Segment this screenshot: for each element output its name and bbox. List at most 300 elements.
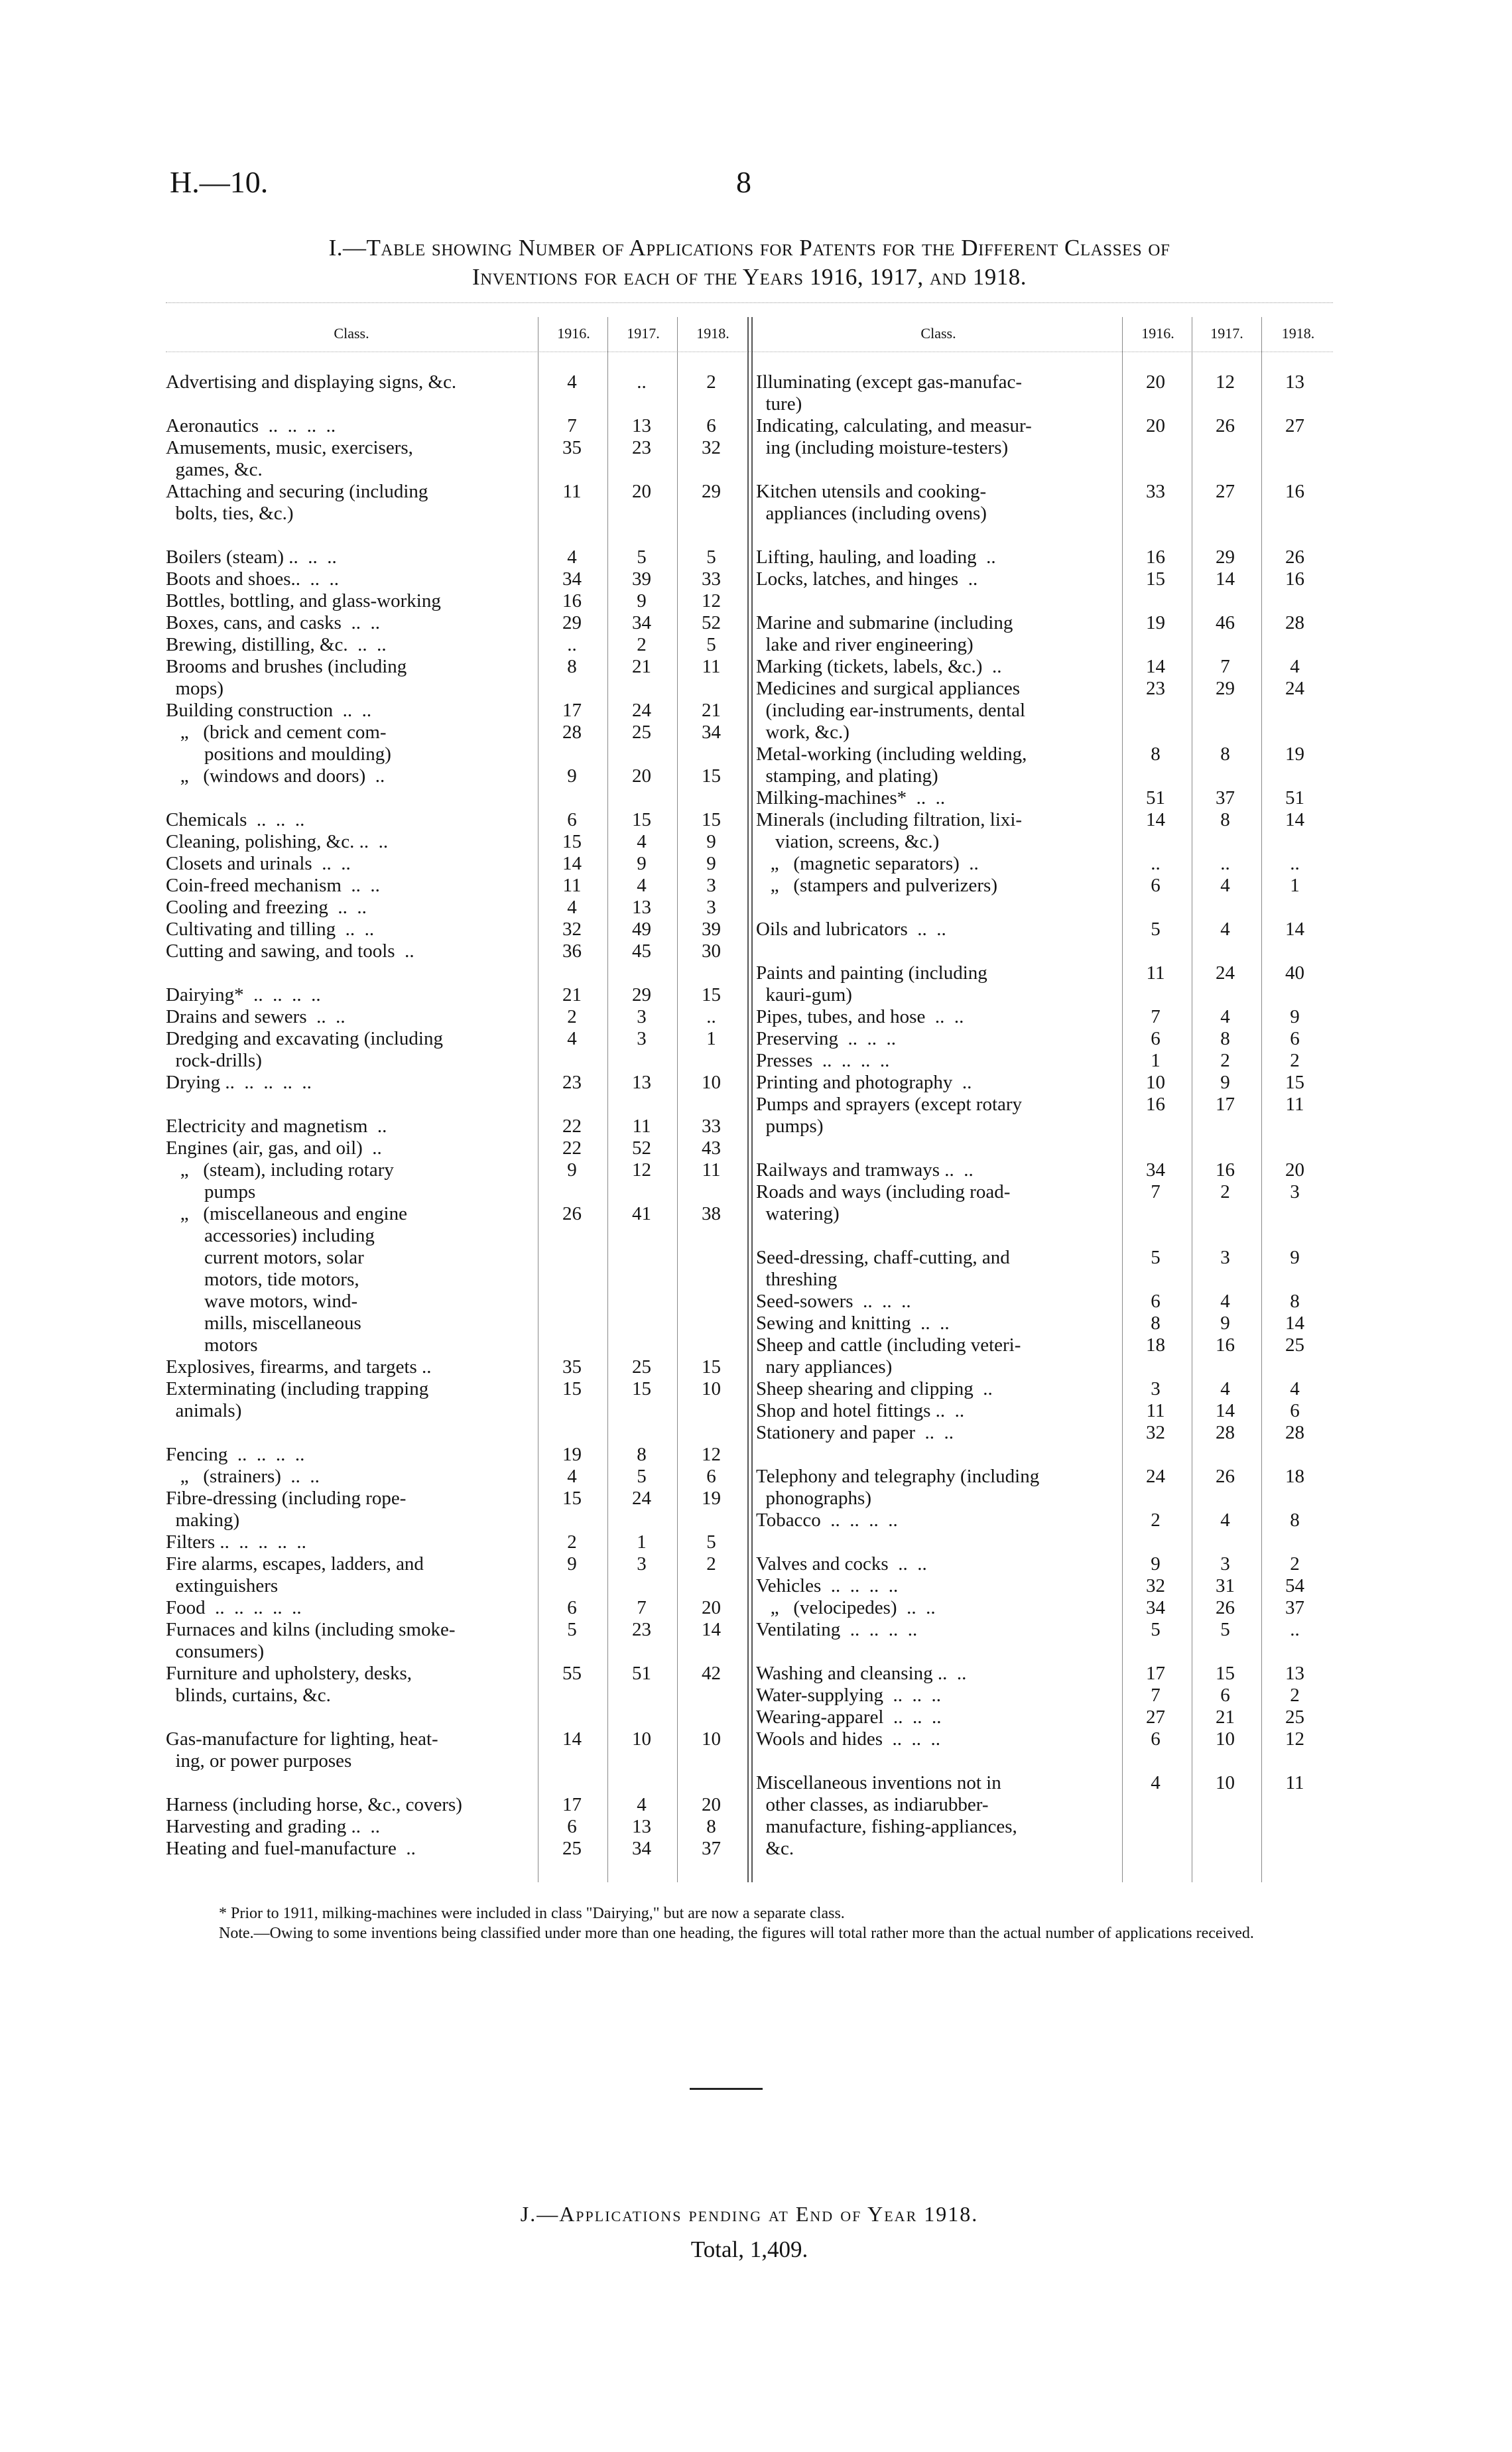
class-cell: work, &c.)	[756, 722, 850, 743]
value-1918: 1	[1290, 875, 1300, 896]
value-1917	[607, 525, 676, 547]
table-row	[756, 656, 1333, 678]
table-row	[756, 722, 1333, 743]
table-row	[756, 765, 1333, 787]
value-1917: ..	[637, 371, 647, 393]
value-1918: 29	[702, 481, 721, 502]
class-cell: Lifting, hauling, and loading ..	[756, 547, 996, 568]
table-row	[756, 1291, 1333, 1313]
class-cell: „ (steam), including rotary	[166, 1159, 394, 1181]
value-1918	[676, 1400, 746, 1422]
class-cell: Dairying* .. .. .. ..	[166, 984, 321, 1005]
class-cell: Presses .. .. .. ..	[756, 1050, 890, 1071]
value-1917	[607, 1750, 676, 1772]
value-1916: 7	[1151, 1181, 1161, 1202]
value-1916	[537, 1685, 607, 1707]
class-cell: Boilers (steam) .. .. ..	[166, 547, 337, 568]
value-1916	[1121, 897, 1190, 919]
value-1916: 21	[562, 984, 582, 1005]
value-1916: 6	[567, 1597, 577, 1618]
table-row	[756, 962, 1333, 984]
class-cell: Furnaces and kilns (including smoke-	[166, 1619, 456, 1640]
class-cell	[756, 525, 1121, 547]
value-1917: 3	[1220, 1553, 1230, 1575]
class-cell: Medicines and surgical appliances	[756, 678, 1021, 699]
value-1916: 8	[1151, 1313, 1161, 1334]
table-row	[756, 1707, 1333, 1728]
value-1917: 9	[1220, 1313, 1230, 1334]
value-1917: 46	[1216, 612, 1235, 633]
value-1916: 2	[567, 1006, 577, 1027]
value-1918	[1260, 1137, 1330, 1159]
table-row	[756, 1597, 1333, 1619]
class-cell: Fencing .. .. .. ..	[166, 1444, 305, 1465]
value-1916: 17	[562, 1794, 582, 1815]
value-1917: 4	[1220, 1291, 1230, 1312]
table-row	[166, 1400, 749, 1422]
value-1917: 13	[632, 897, 651, 918]
value-1917: 20	[632, 765, 651, 787]
value-1916: 6	[1151, 1728, 1161, 1750]
value-1916: 6	[567, 1816, 577, 1837]
value-1916: 32	[1146, 1575, 1165, 1596]
value-1917: 34	[632, 1838, 651, 1859]
value-1916: 14	[1146, 656, 1165, 677]
table-row	[756, 1313, 1333, 1334]
class-cell: lake and river engineering)	[756, 634, 974, 655]
value-1918: 16	[1285, 481, 1304, 502]
value-1918	[1260, 634, 1330, 656]
value-1916	[1121, 1203, 1190, 1225]
value-1918: 8	[1290, 1291, 1300, 1312]
class-cell: &c.	[756, 1838, 794, 1859]
note-classification: Note.—Owing to some inventions being classified under more than one heading, the figures will total rather more than the actual number of applications received.	[219, 1925, 1254, 1942]
value-1918	[1260, 437, 1330, 459]
value-1917	[1190, 1838, 1260, 1860]
table-row	[166, 1619, 749, 1641]
value-1916	[537, 1247, 607, 1269]
value-1918: 2	[1290, 1050, 1300, 1071]
value-1916: 8	[1151, 743, 1161, 765]
class-cell: Ventilating .. .. .. ..	[756, 1619, 918, 1640]
table-row	[166, 634, 749, 656]
value-1917	[607, 1641, 676, 1663]
value-1918	[1260, 1488, 1330, 1510]
value-1917	[607, 1225, 676, 1247]
value-1917	[1190, 940, 1260, 962]
table-row	[756, 1356, 1333, 1378]
value-1918: 11	[1285, 1772, 1304, 1793]
value-1918: 6	[706, 415, 716, 436]
table-row	[756, 547, 1333, 568]
value-1916: 27	[1146, 1707, 1165, 1728]
value-1916	[537, 1269, 607, 1291]
class-cell: Marine and submarine (including	[756, 612, 1013, 633]
value-1916	[1121, 1838, 1190, 1860]
class-cell: Cooling and freezing .. ..	[166, 897, 367, 918]
value-1916: 22	[562, 1116, 582, 1137]
table-row	[166, 1488, 749, 1510]
value-1916: 17	[562, 700, 582, 721]
value-1918: 2	[706, 1553, 716, 1575]
table-row	[756, 1400, 1333, 1422]
table-row	[756, 1181, 1333, 1203]
table-row	[756, 700, 1333, 722]
center-double-rule-b	[751, 317, 753, 1882]
section-j-heading: J.—Applications pending at End of Year 1918.	[520, 2202, 979, 2226]
class-cell: Pumps and sprayers (except rotary	[756, 1094, 1023, 1115]
value-1918: 15	[702, 809, 721, 830]
value-1918	[676, 743, 746, 765]
table-row	[756, 919, 1333, 940]
value-1918: 20	[1285, 1159, 1304, 1181]
value-1916	[1121, 437, 1190, 459]
class-cell	[756, 1750, 1121, 1772]
page-number: 8	[736, 165, 751, 199]
table-row	[166, 1116, 749, 1137]
table-row	[756, 1531, 1333, 1553]
value-1917: 2	[1220, 1181, 1230, 1202]
value-1918	[1260, 1444, 1330, 1466]
value-1916	[1121, 590, 1190, 612]
table-row	[166, 984, 749, 1006]
class-cell: Fibre-dressing (including rope-	[166, 1488, 407, 1509]
class-cell: Attaching and securing (including	[166, 481, 428, 502]
table-row	[166, 1159, 749, 1181]
value-1918	[1260, 1641, 1330, 1663]
value-1917	[1190, 1488, 1260, 1510]
value-1918	[1260, 1838, 1330, 1860]
table-row	[756, 1334, 1333, 1356]
table-row	[756, 1575, 1333, 1597]
value-1918: 8	[1290, 1510, 1300, 1531]
value-1918	[676, 962, 746, 984]
value-1916	[537, 1707, 607, 1728]
table-row	[756, 568, 1333, 590]
table-row	[166, 1356, 749, 1378]
value-1916: 9	[567, 765, 577, 787]
table-row	[166, 1291, 749, 1313]
value-1918	[1260, 765, 1330, 787]
value-1917: 7	[637, 1597, 647, 1618]
class-cell: Marking (tickets, labels, &c.) ..	[756, 656, 1002, 677]
value-1918	[1260, 940, 1330, 962]
table-row	[756, 1838, 1333, 1860]
class-cell: animals)	[166, 1400, 242, 1421]
class-cell: Wools and hides .. .. ..	[756, 1728, 940, 1750]
class-cell: ture)	[756, 393, 802, 415]
value-1918: 12	[702, 590, 721, 612]
class-cell: Sewing and knitting .. ..	[756, 1313, 950, 1334]
value-1918: 14	[1285, 809, 1304, 830]
value-1916	[1121, 1794, 1190, 1816]
value-1916: 4	[567, 547, 577, 568]
value-1917: 2	[637, 634, 647, 655]
value-1918	[676, 1094, 746, 1116]
value-1918: 3	[706, 897, 716, 918]
value-1916	[1121, 1137, 1190, 1159]
value-1917	[607, 1707, 676, 1728]
value-1917	[607, 1269, 676, 1291]
class-cell: Dredging and excavating (including	[166, 1028, 443, 1049]
value-1918: 54	[1285, 1575, 1304, 1596]
class-cell: manufacture, fishing-appliances,	[756, 1816, 1017, 1837]
value-1917: 3	[1220, 1247, 1230, 1268]
value-1918: 18	[1285, 1466, 1304, 1487]
table-row	[166, 1575, 749, 1597]
value-1918: 2	[706, 371, 716, 393]
value-1916: 11	[562, 875, 582, 896]
table-row	[756, 1028, 1333, 1050]
value-1917	[1190, 503, 1260, 525]
class-cell: Drains and sewers .. ..	[166, 1006, 346, 1027]
value-1916: 4	[567, 1028, 577, 1049]
value-1917: 24	[632, 700, 651, 721]
value-1918: 5	[706, 634, 716, 655]
table-row	[166, 393, 749, 415]
table-row	[166, 1072, 749, 1094]
value-1918	[676, 1334, 746, 1356]
table-row	[166, 722, 749, 743]
value-1918: 11	[702, 1159, 721, 1181]
table-row	[756, 1510, 1333, 1531]
value-1917: 51	[632, 1663, 651, 1684]
value-1916: 17	[1146, 1663, 1165, 1684]
table-row	[166, 437, 749, 459]
value-1916: 5	[1151, 1247, 1161, 1268]
class-cell: ing (including moisture-testers)	[756, 437, 1009, 458]
value-1918	[1260, 525, 1330, 547]
value-1916	[537, 1575, 607, 1597]
value-1918: 14	[702, 1619, 721, 1640]
value-1918: 15	[1285, 1072, 1304, 1093]
value-1918: 26	[1285, 547, 1304, 568]
table-row	[756, 1816, 1333, 1838]
value-1916: 15	[1146, 568, 1165, 590]
table-row	[166, 415, 749, 437]
value-1916	[1121, 940, 1190, 962]
value-1917	[1190, 590, 1260, 612]
table-title-line-1: I.—Table showing Number of Applications for Patents for the Different Classes of	[328, 235, 1170, 261]
value-1916: 16	[1146, 547, 1165, 568]
value-1916	[1121, 1225, 1190, 1247]
left-table-body	[166, 371, 749, 1860]
class-cell: making)	[166, 1510, 240, 1531]
class-cell: Amusements, music, exercisers,	[166, 437, 413, 458]
value-1918: 10	[702, 1728, 721, 1750]
value-1918	[676, 1247, 746, 1269]
table-row	[166, 875, 749, 897]
value-1918	[676, 1510, 746, 1531]
class-cell: Water-supplying .. .. ..	[756, 1685, 941, 1706]
class-cell: Indicating, calculating, and measur-	[756, 415, 1032, 436]
value-1917	[1190, 1794, 1260, 1816]
value-1918	[676, 1181, 746, 1203]
value-1917	[607, 1094, 676, 1116]
class-cell: Preserving .. .. ..	[756, 1028, 897, 1049]
value-1917: 12	[1216, 371, 1235, 393]
value-1918: 9	[706, 853, 716, 874]
value-1918: ..	[706, 1006, 716, 1027]
value-1916: 15	[562, 1488, 582, 1509]
value-1916: 35	[562, 437, 582, 458]
value-1916: 5	[567, 1619, 577, 1640]
value-1917: 15	[632, 1378, 651, 1399]
value-1917	[607, 393, 676, 415]
value-1917: 3	[637, 1028, 647, 1049]
class-cell: Wearing-apparel .. .. ..	[756, 1707, 942, 1728]
value-1917: 4	[1220, 1378, 1230, 1399]
table-row	[166, 1225, 749, 1247]
class-cell: bolts, ties, &c.)	[166, 503, 294, 524]
value-1917: 14	[1216, 1400, 1235, 1421]
value-1918	[676, 1750, 746, 1772]
value-1918: 9	[1290, 1006, 1300, 1027]
value-1918: 11	[1285, 1094, 1304, 1115]
class-cell: Boxes, cans, and casks .. ..	[166, 612, 380, 633]
value-1918: 6	[1290, 1400, 1300, 1421]
section-j-total: Total, 1,409.	[690, 2236, 808, 2262]
value-1917: 4	[637, 831, 647, 852]
table-row	[166, 1422, 749, 1444]
value-1917	[1190, 765, 1260, 787]
value-1918: 10	[702, 1378, 721, 1399]
class-cell: ing, or power purposes	[166, 1750, 352, 1772]
value-1916	[1121, 634, 1190, 656]
value-1917: 29	[1216, 547, 1235, 568]
class-cell	[166, 1422, 537, 1444]
value-1916: 8	[567, 656, 577, 677]
value-1918: 10	[702, 1072, 721, 1093]
value-1917: 13	[632, 1072, 651, 1093]
class-cell: threshing	[756, 1269, 838, 1290]
value-1918: 2	[1290, 1553, 1300, 1575]
value-1917	[607, 1247, 676, 1269]
table-row	[166, 940, 749, 962]
value-1917	[607, 1772, 676, 1794]
class-cell: Explosives, firearms, and targets ..	[166, 1356, 432, 1378]
value-1916: 34	[1146, 1159, 1165, 1181]
value-1917	[607, 743, 676, 765]
value-1918: 11	[702, 656, 721, 677]
table-row	[756, 1378, 1333, 1400]
value-1916: 6	[1151, 1291, 1161, 1312]
value-1917: 4	[637, 1794, 647, 1815]
value-1918: 42	[702, 1663, 721, 1684]
value-1917: 8	[637, 1444, 647, 1465]
value-1916: 16	[1146, 1094, 1165, 1115]
class-cell	[166, 393, 537, 415]
table-row	[166, 1772, 749, 1794]
table-row	[756, 1728, 1333, 1750]
value-1916: 34	[562, 568, 582, 590]
value-1916: 51	[1146, 787, 1165, 808]
value-1918: 21	[702, 700, 721, 721]
class-cell: Electricity and magnetism ..	[166, 1116, 387, 1137]
table-row	[756, 875, 1333, 897]
value-1918: 4	[1290, 656, 1300, 677]
class-cell: Shop and hotel fittings .. ..	[756, 1400, 965, 1421]
table-row	[166, 1247, 749, 1269]
class-cell: Closets and urinals .. ..	[166, 853, 351, 874]
class-cell: Engines (air, gas, and oil) ..	[166, 1137, 382, 1159]
right-header-1918: 1918.	[1281, 325, 1315, 342]
class-cell: Drying .. .. .. .. ..	[166, 1072, 312, 1093]
value-1916: 15	[562, 1378, 582, 1399]
value-1916	[537, 1181, 607, 1203]
value-1917: 4	[1220, 875, 1230, 896]
value-1918: 43	[702, 1137, 721, 1159]
value-1917: 9	[637, 853, 647, 874]
class-cell: phonographs)	[756, 1488, 871, 1509]
value-1917	[607, 1334, 676, 1356]
table-row	[166, 459, 749, 481]
value-1918: 24	[1285, 678, 1304, 699]
value-1918	[676, 1291, 746, 1313]
value-1916	[537, 1050, 607, 1072]
value-1917	[1190, 897, 1260, 919]
value-1916: 32	[562, 919, 582, 940]
class-cell: appliances (including ovens)	[756, 503, 987, 524]
table-row	[166, 1378, 749, 1400]
value-1917: 8	[1220, 1028, 1230, 1049]
value-1918	[676, 787, 746, 809]
class-cell: Advertising and displaying signs, &c.	[166, 371, 457, 393]
value-1916: 7	[1151, 1006, 1161, 1027]
class-cell	[166, 525, 537, 547]
value-1917: 9	[637, 590, 647, 612]
value-1916: 24	[1146, 1466, 1165, 1487]
value-1916	[1121, 1269, 1190, 1291]
class-cell	[756, 1137, 1121, 1159]
class-cell: Paints and painting (including	[756, 962, 987, 984]
table-row	[166, 962, 749, 984]
table-row	[166, 568, 749, 590]
class-cell: Metal-working (including welding,	[756, 743, 1027, 765]
table-row	[756, 1247, 1333, 1269]
value-1917: 10	[1216, 1772, 1235, 1793]
class-cell: Oils and lubricators .. ..	[756, 919, 946, 940]
value-1918	[676, 503, 746, 525]
table-row	[756, 1422, 1333, 1444]
value-1916: 9	[567, 1159, 577, 1181]
value-1916	[537, 678, 607, 700]
value-1917	[607, 503, 676, 525]
value-1917: 15	[632, 809, 651, 830]
value-1918	[1260, 1531, 1330, 1553]
class-cell: blinds, curtains, &c.	[166, 1685, 331, 1706]
value-1918: 51	[1285, 787, 1304, 808]
table-row	[166, 1334, 749, 1356]
value-1916: 34	[1146, 1597, 1165, 1618]
value-1918: 28	[1285, 612, 1304, 633]
value-1916: 4	[1151, 1772, 1161, 1793]
value-1917	[1190, 393, 1260, 415]
value-1918: 39	[702, 919, 721, 940]
table-row	[756, 1137, 1333, 1159]
value-1916	[1121, 1444, 1190, 1466]
class-cell: consumers)	[166, 1641, 265, 1662]
class-cell: „ (brick and cement com-	[166, 722, 387, 743]
value-1918	[676, 1772, 746, 1794]
class-cell: Roads and ways (including road-	[756, 1181, 1011, 1202]
value-1918: ..	[1290, 1619, 1300, 1640]
table-row	[166, 1006, 749, 1028]
value-1918: 9	[706, 831, 716, 852]
value-1916: 19	[1146, 612, 1165, 633]
value-1918	[1260, 1356, 1330, 1378]
value-1918	[1260, 831, 1330, 853]
